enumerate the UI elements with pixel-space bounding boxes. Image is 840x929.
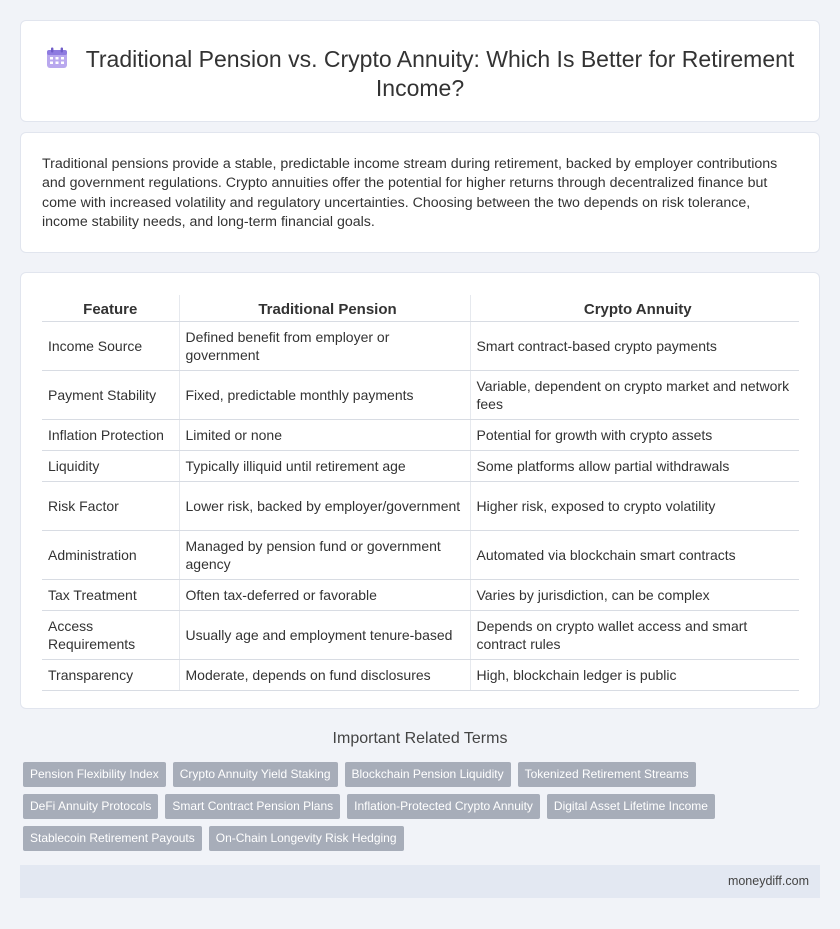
table-row: [42, 659, 799, 690]
pension-cell: Defined benefit from employer or government: [179, 321, 470, 370]
crypto-cell: Higher risk, exposed to crypto volatility: [470, 481, 799, 530]
feature-cell: Inflation Protection: [42, 419, 179, 450]
feature-cell: Administration: [42, 530, 179, 579]
page-title: Traditional Pension vs. Crypto Annuity: Which Is Better for Retirement Income?: [85, 46, 795, 101]
crypto-cell: Variable, dependent on crypto market and network fees: [470, 370, 799, 419]
related-tag[interactable]: Smart Contract Pension Plans: [165, 794, 340, 819]
pension-cell: Typically illiquid until retirement age: [179, 450, 470, 481]
crypto-cell: Depends on crypto wallet access and smart contract rules: [470, 610, 799, 659]
related-tag[interactable]: Inflation-Protected Crypto Annuity: [347, 794, 540, 819]
pension-cell: Limited or none: [179, 419, 470, 450]
related-tag[interactable]: DeFi Annuity Protocols: [23, 794, 158, 819]
calendar-icon: [46, 47, 68, 69]
feature-cell: Access Requirements: [42, 610, 179, 659]
table-row: [42, 579, 799, 610]
pension-cell: Fixed, predictable monthly payments: [179, 370, 470, 419]
crypto-cell: Varies by jurisdiction, can be complex: [470, 579, 799, 610]
table-row: [42, 321, 799, 370]
related-tag[interactable]: Crypto Annuity Yield Staking: [173, 762, 338, 787]
comparison-table: [42, 295, 799, 691]
crypto-cell: Some platforms allow partial withdrawals: [470, 450, 799, 481]
pension-cell: Moderate, depends on fund disclosures: [179, 659, 470, 690]
table-header-row: [42, 295, 799, 321]
feature-cell: Risk Factor: [42, 481, 179, 530]
page-title-wrap: [21, 45, 819, 103]
footer-site-link[interactable]: moneydiff.com: [727, 874, 809, 888]
footer: [20, 865, 820, 898]
related-tags-row-1: [23, 762, 696, 787]
feature-cell: Liquidity: [42, 450, 179, 481]
table-row: [42, 610, 799, 659]
related-tag[interactable]: Blockchain Pension Liquidity: [345, 762, 511, 787]
header-feature: Feature: [42, 295, 179, 321]
pension-cell: Lower risk, backed by employer/government: [179, 481, 470, 530]
title-card: [20, 20, 820, 122]
feature-cell: Income Source: [42, 321, 179, 370]
table-row: [42, 419, 799, 450]
intro-card: [20, 132, 820, 253]
table-row: [42, 530, 799, 579]
comparison-card: [20, 272, 820, 709]
intro-text: Traditional pensions provide a stable, predictable income stream during retirement, backed by employer contributions and government regulations. Crypto annuities offer the potential for higher returns through decentralized finance but come with increased volatility and regulatory uncertainties. Choosing between the two depends on risk tolerance, income stability needs, and long-term financial goals.: [42, 156, 778, 230]
header-crypto-annuity: Crypto Annuity: [470, 295, 799, 321]
table-row: [42, 450, 799, 481]
crypto-cell: High, blockchain ledger is public: [470, 659, 799, 690]
related-tag[interactable]: Digital Asset Lifetime Income: [547, 794, 715, 819]
crypto-cell: Potential for growth with crypto assets: [470, 419, 799, 450]
related-tag[interactable]: On-Chain Longevity Risk Hedging: [209, 826, 404, 851]
pension-cell: Often tax-deferred or favorable: [179, 579, 470, 610]
table-row: [42, 370, 799, 419]
feature-cell: Tax Treatment: [42, 579, 179, 610]
pension-cell: Managed by pension fund or government agency: [179, 530, 470, 579]
crypto-cell: Automated via blockchain smart contracts: [470, 530, 799, 579]
feature-cell: Transparency: [42, 659, 179, 690]
related-tags-row-2: [23, 794, 715, 819]
related-tags-row-3: [23, 826, 404, 851]
table-row: [42, 481, 799, 530]
related-terms-title: Important Related Terms: [332, 730, 508, 747]
pension-cell: Usually age and employment tenure-based: [179, 610, 470, 659]
header-traditional-pension: Traditional Pension: [179, 295, 470, 321]
related-tag[interactable]: Pension Flexibility Index: [23, 762, 166, 787]
feature-cell: Payment Stability: [42, 370, 179, 419]
related-tag[interactable]: Stablecoin Retirement Payouts: [23, 826, 202, 851]
crypto-cell: Smart contract-based crypto payments: [470, 321, 799, 370]
related-tag[interactable]: Tokenized Retirement Streams: [518, 762, 696, 787]
